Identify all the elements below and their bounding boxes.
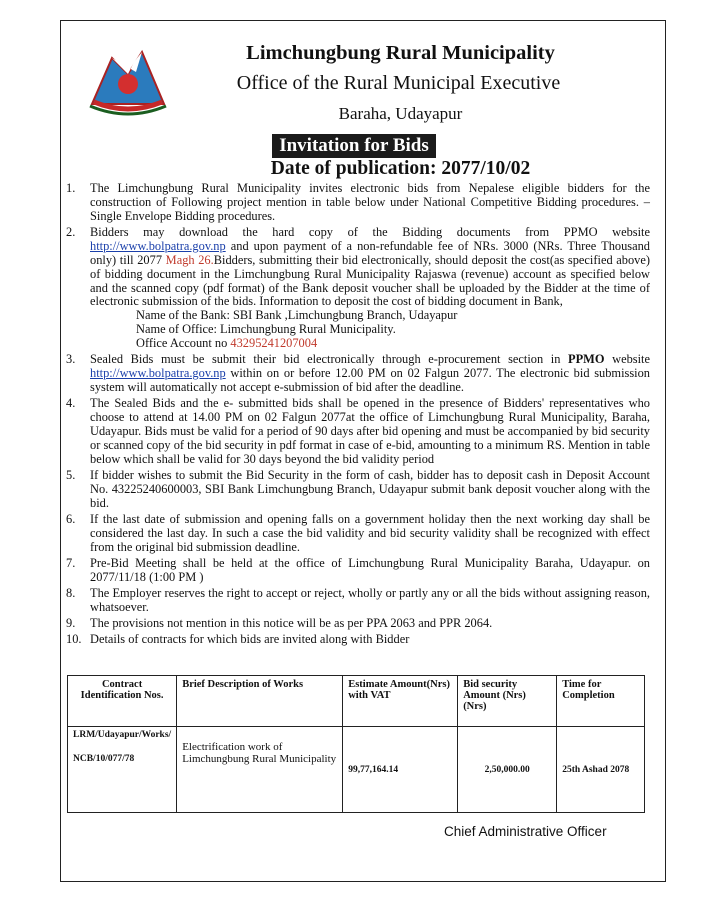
list-item [66, 397, 650, 467]
item-text-part: within on or before 12.00 PM on 02 Falgun 2077. The electronic bid submission system will automatically not accept e-submission of bid after the deadline. [90, 366, 650, 395]
contract-id-cell [68, 727, 177, 813]
account-number: 43295241207004 [230, 336, 318, 351]
item-number: 1. [66, 181, 76, 195]
item-text-part: Bidders may download the hard copy of the Bidding documents from PPMO website [90, 224, 650, 239]
item-text [90, 226, 650, 351]
table-header-row [68, 676, 645, 727]
table-header-cell: Contract Identification Nos. [68, 676, 177, 727]
item-number: 7. [66, 555, 76, 570]
contract-id-part: LRM/Udayapur/Works/ [73, 730, 172, 740]
deadline-date: Magh 26. [165, 252, 214, 267]
item-number: 4. [66, 396, 76, 411]
item-number: 10. [66, 631, 82, 646]
item-number: 2. [66, 224, 76, 239]
item-text: The Sealed Bids and the e- submitted bids shall be opened in the presence of Bidders' representatives who choose to attend at 14.00 PM on 02 Falgun 2077at the office of Limchungbung Rural Municipality, Baraha, Udayapur. Bids must be valid for a period of 90 days after bid opening and must be accompanied by bid security or scanned copy of the bid security in pdf format in case of e-bid, amounting to a minimum RS. Mention in table below which shall be valid for 30 days beyond the bid validity period [90, 396, 650, 466]
list-item [66, 587, 650, 615]
list-item [66, 557, 650, 585]
office-name: Name of Office: Limchungbung Rural Municipality. [136, 322, 396, 337]
contract-id-part: NCB/10/077/78 [73, 754, 135, 764]
ppmo-website-link[interactable]: http://www.bolpatra.gov.np [90, 366, 226, 381]
item-text: If bidder wishes to submit the Bid Security in the form of cash, bidder has to deposit cash in Deposit Account No. 43225240600003, SBI Bank Limchungbung Branch, Udayapur submit bank deposit voucher along with the bid. [90, 467, 650, 510]
address: Baraha, Udayapur [338, 104, 463, 123]
account-label: Office Account no [136, 336, 231, 351]
contracts-table [67, 675, 645, 813]
completion-cell: 25th Ashad 2078 [557, 727, 645, 813]
item-text: The Limchungbung Rural Municipality invites electronic bids from Nepalese eligible bidders for the construction of Following project mention in table below under National Competitive Bidding procedures. – Single Envelope Bidding procedures. [90, 181, 650, 223]
item-text-part: Bidders, submitting their bid electronically, should deposit the cost(as specified above) of bidding document in the Limchungbung Rural Municipality Rajaswa (revenue) account as specified below and the scanned copy (pdf format) of the Bank deposit voucher shall be uploaded by the Bidder at the time of electronic submission of the bids. Information to deposit the cost of bidding document in Bank, [90, 252, 651, 309]
organization-title: Limchungbung Rural Municipality [246, 42, 555, 64]
description-cell: Electrification work of Limchungbung Rural Municipality [177, 727, 343, 813]
table-header-cell: Time for Completion [557, 676, 645, 727]
signature-title: Chief Administrative Officer [444, 824, 607, 839]
list-item [66, 353, 650, 395]
item-number: 6. [66, 511, 76, 526]
item-text: Details of contracts for which bids are invited along with Bidder [90, 631, 410, 646]
notice-body [66, 182, 650, 649]
item-text-part: website [604, 352, 650, 367]
item-text [90, 353, 650, 395]
item-text: If the last date of submission and opening falls on a government holiday then the next working day shall be considered the last day. In such a case the bid validity and bid security validity shall be recognized with effect from the original bid submission deadline. [90, 511, 650, 554]
item-number: 3. [66, 352, 76, 367]
item-text-part: Sealed Bids must be submit their bid electronically through e-procurement section in [90, 352, 569, 367]
bank-name: Name of the Bank: SBI Bank ,Limchungbung Branch, Udayapur [136, 308, 458, 323]
table-header-cell: Brief Description of Works [177, 676, 343, 727]
invitation-banner: Invitation for Bids [272, 134, 436, 158]
office-title: Office of the Rural Municipal Executive [236, 72, 561, 94]
estimate-cell: 99,77,164.14 [343, 727, 458, 813]
list-item [66, 469, 650, 511]
item-number: 5. [66, 467, 76, 482]
item-number: 9. [66, 615, 76, 630]
item-text: The Employer reserves the right to accept or reject, wholly or partly any or all the bids without assigning reason, whatsoever. [90, 585, 650, 614]
table-header-cell: Estimate Amount(Nrs) with VAT [343, 676, 458, 727]
table-header-cell: Bid security Amount (Nrs) (Nrs) [458, 676, 557, 727]
list-item [66, 617, 650, 631]
list-item [66, 226, 650, 351]
item-number: 8. [66, 585, 76, 600]
list-item [66, 513, 650, 555]
ppmo-website-link[interactable]: http://www.bolpatra.gov.np [90, 238, 226, 253]
item-text: The provisions not mention in this notice will be as per PPA 2063 and PPR 2064. [90, 615, 493, 630]
ppmo-label: PPMO [568, 352, 605, 367]
office-account [90, 337, 650, 351]
security-cell: 2,50,000.00 [458, 727, 557, 813]
item-text: Pre-Bid Meeting shall be held at the office of Limchungbung Rural Municipality Baraha, Udayapur. on 2077/11/18 (1:00 PM ) [90, 555, 650, 584]
publication-date: Date of publication: 2077/10/02 [270, 158, 531, 179]
item-text-part: and upon payment of a non-refundable fee of NRs. 3000 (NRs. Three Thousand only) till 2077 [90, 238, 650, 267]
list-item [66, 633, 650, 647]
table-row [68, 727, 645, 813]
list-item [66, 182, 650, 224]
